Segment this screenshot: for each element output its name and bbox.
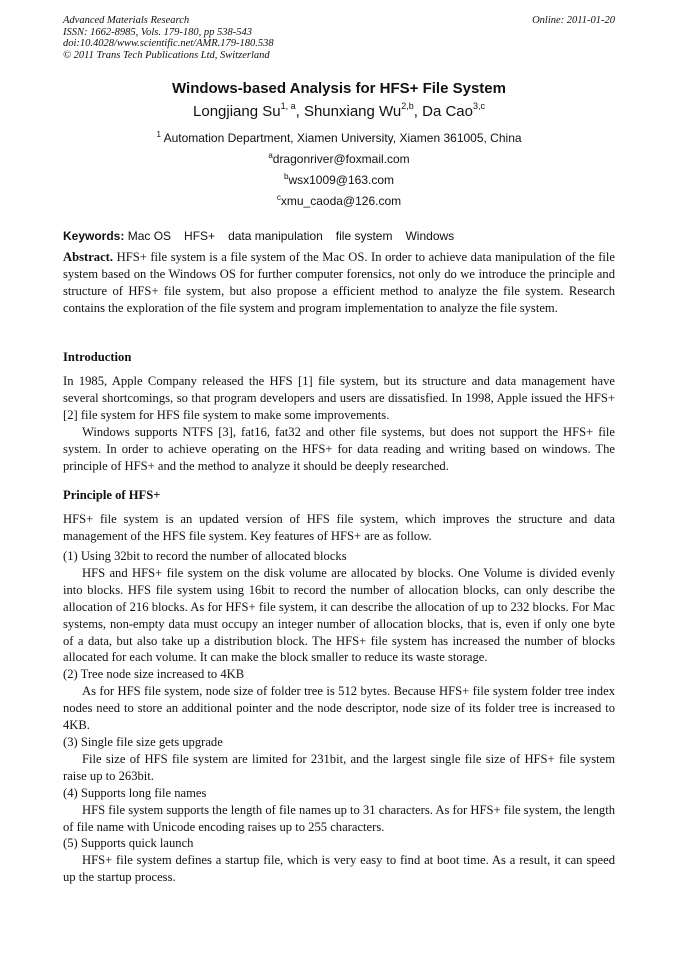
author-name: Shunxiang Wu	[303, 103, 402, 120]
email-line	[63, 194, 615, 208]
email-address[interactable]: wsx1009@163.com	[288, 173, 395, 187]
feature-title: (5) Supports quick launch	[63, 836, 194, 851]
feature-title: (4) Supports long file names	[63, 785, 207, 800]
author-separator: ,	[295, 103, 304, 120]
email-mark: a	[268, 151, 273, 160]
paragraph: Windows supports NTFS [3], fat16, fat32 and other file systems, but does not support the HFS+ file system. In order to achieve operating on the HFS+ for data reading and writing based on windows. The principle of HFS+ and the method to analyze it should be deeply researched.	[63, 424, 615, 473]
affiliation-mark: 1	[156, 130, 161, 139]
feature-body: HFS and HFS+ file system on the disk volume are allocated by blocks. One Volume is divided evenly into blocks. HFS file system using 16bit to record the number of allocation blocks, can only describe the allocation of 216 blocks. As for HFS+ file system, it can describe the allocation of up to 232 blocks. For Mac systems, non-empty data must occupy an integer number of allocation blocks, that is, even if only one byte of a data, but also take up a distribution block. The HFS+ file system has increased the number of blocks allocated for each volume. It can make the block smaller to reduce its waste storage.	[63, 565, 615, 665]
affiliation-line	[63, 131, 615, 145]
feature-title: (3) Single file size gets upgrade	[63, 734, 223, 749]
email-address[interactable]: xmu_caoda@126.com	[280, 194, 402, 208]
copyright-line: © 2011 Trans Tech Publications Ltd, Switzerland	[63, 49, 270, 61]
feature-title: (2) Tree node size increased to 4KB	[63, 667, 245, 682]
email-mark: b	[283, 172, 289, 181]
principle-intro	[63, 511, 615, 545]
keywords-line	[63, 229, 615, 243]
abstract-label: Abstract.	[63, 250, 114, 264]
feature-body: File size of HFS file system are limited for 231bit, and the largest single file size of HFS+ file system raise up to 263bit.	[63, 751, 615, 783]
section-heading-introduction: Introduction	[63, 350, 132, 364]
journal-header	[63, 15, 615, 61]
features-list	[63, 548, 615, 886]
keyword: HFS+	[184, 229, 216, 243]
email-line	[63, 173, 615, 187]
doi-line: doi:10.4028/www.scientific.net/AMR.179-180.538	[63, 38, 274, 50]
abstract	[63, 249, 615, 317]
keyword: Mac OS	[127, 229, 172, 243]
feature-body: HFS+ file system defines a startup file, which is very easy to find at boot time. As a result, it can speed up the startup process.	[63, 853, 615, 885]
keyword: file system	[335, 229, 393, 243]
section-heading-principle: Principle of HFS+	[63, 488, 161, 502]
email-mark: c	[276, 193, 281, 202]
journal-name: Advanced Materials Research	[63, 15, 190, 26]
feature-body: HFS file system supports the length of file names up to 31 characters. As for HFS+ file system, the length of file name with Unicode encoding raises up to 255 characters.	[63, 802, 615, 834]
author-name: Da Cao	[422, 103, 473, 120]
paragraph: HFS+ file system is an updated version of HFS file system, which improves the structure and data management of the HFS file system. Key features of HFS+ are as follow.	[63, 512, 615, 543]
affiliation-text: Automation Department, Xiamen University, Xiamen 361005, China	[163, 131, 522, 145]
author-list	[63, 103, 615, 120]
issn-line: ISSN: 1662-8985, Vols. 179-180, pp 538-543	[63, 26, 252, 38]
feature-body: As for HFS file system, node size of folder tree is 512 bytes. Because HFS+ file system folder tree index nodes need to store an additional pointer and the node descriptor, node size of its folder tree is increased to 4KB.	[63, 684, 615, 733]
keyword: data manipulation	[228, 229, 323, 243]
keywords-label: Keywords:	[63, 229, 125, 243]
author-affiliation-mark: 2,b	[401, 101, 414, 111]
author-affiliation-mark: 1, a	[280, 101, 296, 111]
paper-title: Windows-based Analysis for HFS+ File System	[172, 80, 506, 97]
email-line	[63, 152, 615, 166]
keyword: Windows	[405, 229, 455, 243]
online-date: Online: 2011-01-20	[532, 15, 615, 26]
author-separator: ,	[413, 103, 423, 120]
abstract-text: HFS+ file system is a file system of the Mac OS. In order to achieve data manipulation of the file system based on the Windows OS for further computer forensics, not only do we introduce the principle and structure of HFS+ file system, but also propose a efficient method to analyze the file system. Research contains the exploration of the file system and program implementation to analyze the file system.	[63, 250, 615, 315]
paragraph: In 1985, Apple Company released the HFS [1] file system, but its structure and data management have several shortcomings, so that program developers and users are dissatisfied. In 1998, Apple issued the HFS+ [2] file system for HFS file system to make some improvements.	[63, 374, 615, 422]
author-affiliation-mark: 3,c	[472, 101, 485, 111]
email-address[interactable]: dragonriver@foxmail.com	[272, 152, 410, 166]
author-name: Longjiang Su	[193, 103, 281, 120]
introduction-body	[63, 373, 615, 474]
feature-title: (1) Using 32bit to record the number of allocated blocks	[63, 549, 347, 563]
